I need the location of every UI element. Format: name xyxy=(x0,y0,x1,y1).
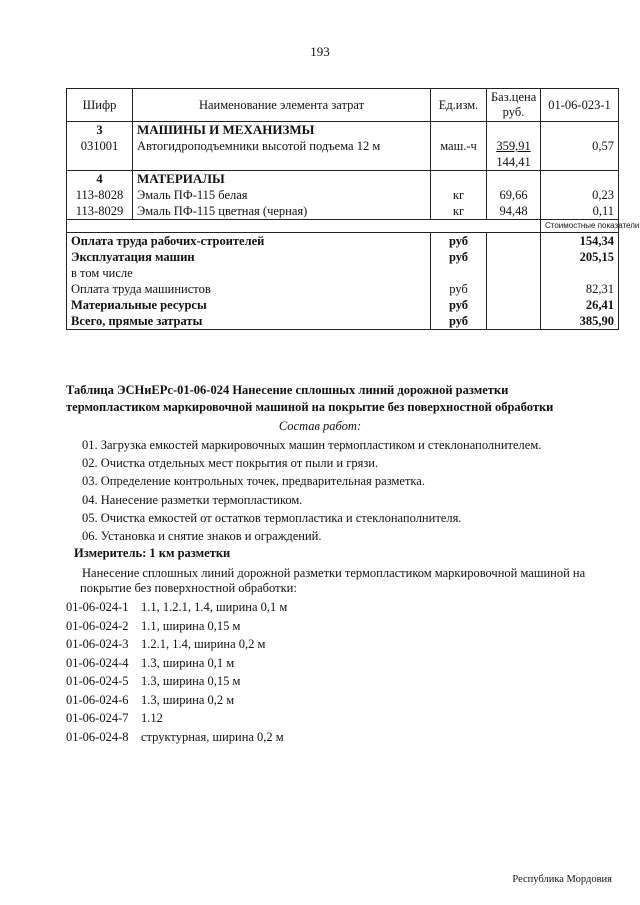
section-number: 4 xyxy=(67,171,133,188)
row-value: 0,57 xyxy=(541,138,619,154)
list-item xyxy=(66,654,287,673)
table-title xyxy=(66,382,626,416)
row-name: Эмаль ПФ-115 цветная (черная) xyxy=(133,203,431,220)
list-item: 02. Очистка отдельных мест покрытия от пыли и грязи. xyxy=(82,456,379,471)
table-title-line1: Таблица ЭСНиЕРс-01-06-024 Нанесение сплошных линий дорожной разметки xyxy=(66,383,509,397)
norm-code: 01-06-024-1 xyxy=(66,600,129,614)
list-item: 05. Очистка емкостей от остатков термопластика и стеклонаполнителя. xyxy=(82,510,462,525)
row-price: 94,48 xyxy=(487,203,541,220)
summary-row xyxy=(67,233,619,250)
section-number: 3 xyxy=(67,122,133,139)
list-item xyxy=(66,598,287,617)
header-norm: 01-06-023-1 xyxy=(541,89,619,122)
summary-label: Всего, прямые затраты xyxy=(67,313,431,330)
section-row-machines xyxy=(67,122,619,139)
summary-value: 205,15 xyxy=(541,249,619,265)
table-row xyxy=(67,187,619,203)
row-value: 0,11 xyxy=(541,203,619,220)
summary-unit: руб xyxy=(431,297,487,313)
summary-label: в том числе xyxy=(67,265,431,281)
list-item xyxy=(66,691,287,710)
norm-code: 01-06-024-3 xyxy=(66,637,129,651)
summary-label: Материальные ресурсы xyxy=(67,297,431,313)
table-title-line2: термопластиком маркировочной машиной на покрытие без поверхностной обработки xyxy=(66,400,554,414)
cost-indicators-row xyxy=(67,220,619,233)
norm-text: 1.3, ширина 0,15 м xyxy=(141,674,241,688)
summary-value: 26,41 xyxy=(541,297,619,313)
row-code: 031001 xyxy=(67,138,133,154)
norm-code: 01-06-024-5 xyxy=(66,674,129,688)
row-unit: кг xyxy=(431,187,487,203)
summary-label: Оплата труда машинистов xyxy=(67,281,431,297)
list-item: 06. Установка и снятие знаков и ограждений. xyxy=(82,529,322,544)
norm-codes-list xyxy=(66,598,287,746)
cost-indicators-label: Стоимостные показатели xyxy=(541,220,619,233)
table-row xyxy=(67,154,619,171)
norm-text: 1.2.1, 1.4, ширина 0,2 м xyxy=(141,637,266,651)
summary-unit: руб xyxy=(431,233,487,250)
norm-code: 01-06-024-7 xyxy=(66,711,129,725)
summary-row xyxy=(67,281,619,297)
work-steps-list xyxy=(82,436,541,545)
summary-row xyxy=(67,297,619,313)
measure-unit: Измеритель: 1 км разметки xyxy=(74,546,231,560)
norm-text: 1.3, ширина 0,2 м xyxy=(141,692,235,707)
row-value: 0,23 xyxy=(541,187,619,203)
list-item: 04. Нанесение разметки термопластиком. xyxy=(82,492,303,507)
norm-text: 1.1, 1.2.1, 1.4, ширина 0,1 м xyxy=(141,600,288,614)
row-name: Автогидроподъемники высотой подъема 12 м xyxy=(133,138,431,154)
row-price: 359,91 xyxy=(487,138,541,154)
header-code: Шифр xyxy=(67,89,133,122)
footer-region: Республика Мордовия xyxy=(512,874,612,885)
norm-text: структурная, ширина 0,2 м xyxy=(141,729,284,744)
header-name: Наименование элемента затрат xyxy=(133,89,431,122)
summary-value: 154,34 xyxy=(541,233,619,250)
work-composition-heading: Состав работ: xyxy=(278,419,362,433)
header-price-line2: руб. xyxy=(502,105,525,119)
row-unit: маш.-ч xyxy=(431,138,487,154)
list-item xyxy=(66,672,287,691)
row-name: Эмаль ПФ-115 белая xyxy=(133,187,431,203)
section-title: МАШИНЫ И МЕХАНИЗМЫ xyxy=(133,122,431,139)
section-row-materials xyxy=(67,171,619,188)
summary-unit: руб xyxy=(431,313,487,330)
resource-table xyxy=(66,88,640,330)
row-price-secondary: 144,41 xyxy=(487,154,541,171)
table-row xyxy=(67,203,619,220)
norm-text: 1.3, ширина 0,1 м xyxy=(141,655,235,670)
row-code: 113-8028 xyxy=(67,187,133,203)
header-price xyxy=(487,89,541,122)
norm-code: 01-06-024-4 xyxy=(66,655,129,670)
summary-unit: руб xyxy=(431,249,487,265)
norm-code: 01-06-024-2 xyxy=(66,618,129,633)
summary-value: 82,31 xyxy=(541,281,619,297)
summary-row xyxy=(67,313,619,330)
summary-row xyxy=(67,265,619,281)
row-price: 69,66 xyxy=(487,187,541,203)
header-price-line1: Баз.цена xyxy=(491,90,537,104)
list-item xyxy=(66,709,287,728)
list-item xyxy=(66,728,287,747)
list-item xyxy=(66,617,287,636)
header-unit: Ед.изм. xyxy=(431,89,487,122)
description-line2: покрытие без поверхностной обработки: xyxy=(80,581,297,595)
description xyxy=(82,566,612,596)
norm-code: 01-06-024-6 xyxy=(66,692,129,707)
list-item: 03. Определение контрольных точек, предварительная разметка. xyxy=(82,474,425,489)
summary-label: Эксплуатация машин xyxy=(67,249,431,265)
list-item: 01. Загрузка емкостей маркировочных машин термопластиком и стеклонаполнителем. xyxy=(82,438,542,452)
description-line1: Нанесение сплошных линий дорожной разметки термопластиком маркировочной машиной на xyxy=(82,566,586,580)
row-code: 113-8029 xyxy=(67,203,133,220)
table-header-row xyxy=(67,89,619,122)
list-item xyxy=(66,635,287,654)
page-number: 193 xyxy=(310,44,330,59)
summary-label: Оплата труда рабочих-строителей xyxy=(67,233,431,250)
summary-value: 385,90 xyxy=(541,313,619,330)
norm-text: 1.1, ширина 0,15 м xyxy=(141,618,241,633)
table-row xyxy=(67,138,619,154)
norm-code: 01-06-024-8 xyxy=(66,729,129,744)
row-unit: кг xyxy=(431,203,487,220)
norm-text: 1.12 xyxy=(141,711,163,725)
summary-row xyxy=(67,249,619,265)
section-title: МАТЕРИАЛЫ xyxy=(133,171,431,188)
summary-unit: руб xyxy=(431,281,487,297)
